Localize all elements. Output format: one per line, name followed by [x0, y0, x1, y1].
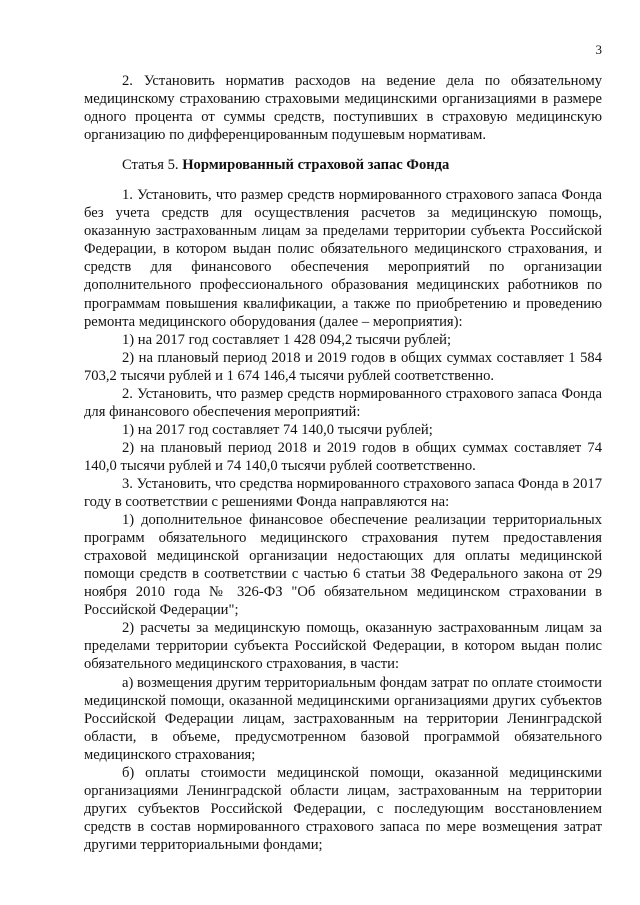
paragraph: 3. Установить, что средства нормированного страхового запаса Фонда в 2017 году в соответствии с решениями Фонда направляются на: [84, 475, 602, 511]
article-prefix: Статья 5. [122, 157, 183, 174]
paragraph: 1) дополнительное финансовое обеспечение реализации территориальных программ обязательного медицинского страхования путем предоставления страховой медицинской организации недостающих для оплаты медицинской помощи средств в соответствии с частью 6 статьи 38 Федерального закона от 29 ноября 2010 года № 326-ФЗ "Об обязательном медицинском страховании в Российской Федерации"; [84, 512, 602, 619]
paragraph: а) возмещения другим территориальным фондам затрат по оплате стоимости медицинской помощи, оказанной медицинскими организациями других субъектов Российской Федерации лицам, застрахованным на территории Ленинградской области, в объеме, предусмотренном базовой программой обязательного медицинского страхования; [84, 674, 602, 763]
paragraph-expense-norm: 2. Установить норматив расходов на ведение дела по обязательному медицинскому страхованию страховыми медицинскими организациями в размере одного процента от суммы средств, поступивших в страховую медицинскую организацию по дифференцированным подушевым нормативам. [84, 73, 602, 144]
paragraph: 2) расчеты за медицинскую помощь, оказанную застрахованным лицам за пределами территории субъекта Российской Федерации, в котором выдан полис обязательного медицинского страхования, в части: [84, 620, 602, 673]
article-heading [84, 156, 602, 174]
paragraph: 2) на плановый период 2018 и 2019 годов в общих суммах составляет 74 140,0 тысячи рублей и 74 140,0 тысячи рублей соответственно. [84, 439, 602, 474]
paragraph: б) оплаты стоимости медицинской помощи, оказанной медицинскими организациями Ленинградской области лицам, застрахованным на территории других субъектов Российской Федерации, с последующим восстановлением средств в состав нормированного страхового запаса по мере возмещения затрат другими территориальными фондами; [84, 764, 602, 853]
paragraph: 1. Установить, что размер средств нормированного страхового запаса Фонда без учета средств для осуществления расчетов за медицинскую помощь, оказанную застрахованным лицам за пределами территории субъекта Российской Федерации, в котором выдан полис обязательного медицинского страхования, и средств для финансового обеспечения мероприятий по организации дополнительного профессионального образования медицинских работников по программам повышения квалификации, а также по приобретению и проведению ремонта медицинского оборудования (далее – мероприятия): [84, 187, 602, 330]
document-body [84, 72, 602, 854]
paragraph: 2. Установить, что размер средств нормированного страхового запаса Фонда для финансового обеспечения мероприятий: [84, 385, 602, 420]
paragraph: 2) на плановый период 2018 и 2019 годов в общих суммах составляет 1 584 703,2 тысячи рублей и 1 674 146,4 тысячи рублей соответственно. [84, 349, 602, 384]
page-number: 3 [595, 42, 602, 57]
article-title: Нормированный страховой запас Фонда [182, 157, 450, 174]
paragraph: 1) на 2017 год составляет 74 140,0 тысячи рублей; [122, 421, 433, 438]
paragraph: 1) на 2017 год составляет 1 428 094,2 тысячи рублей; [122, 331, 452, 348]
